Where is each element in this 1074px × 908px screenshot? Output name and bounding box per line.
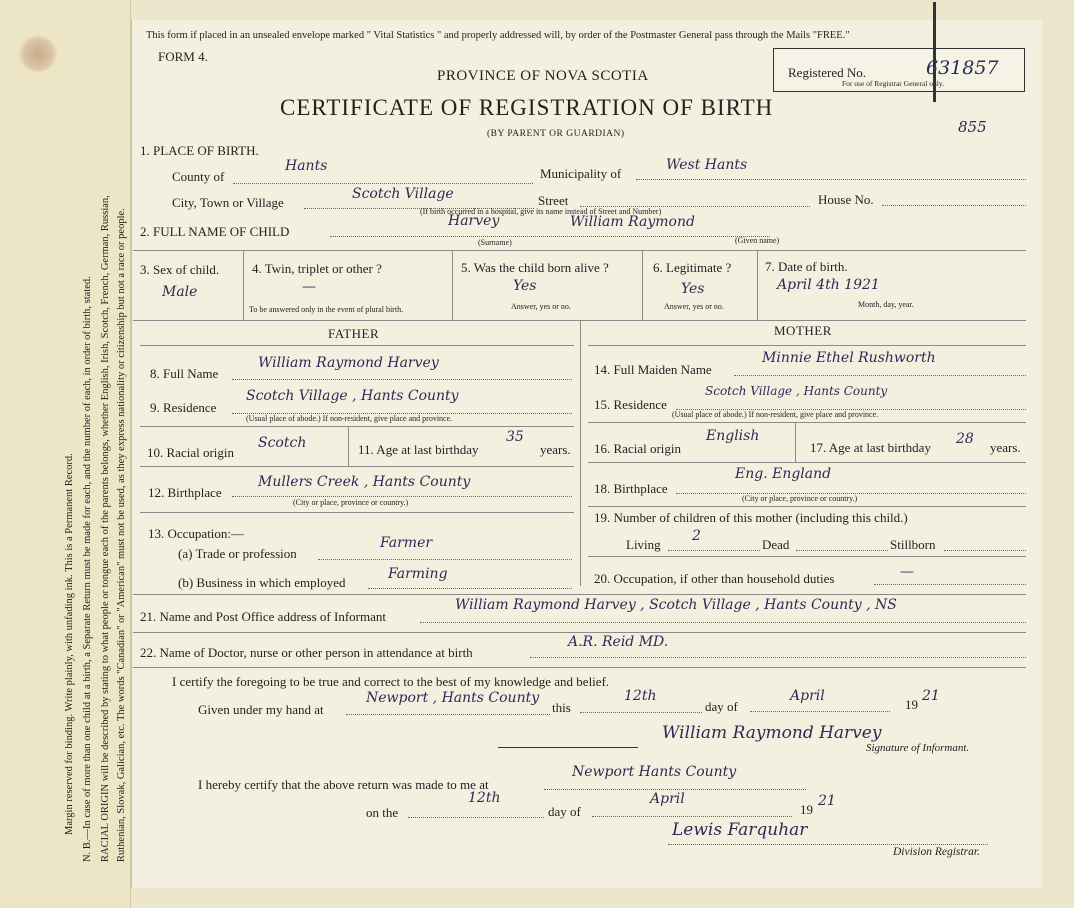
divider — [757, 250, 758, 320]
attendant-line — [530, 657, 1026, 658]
child-given-name: William Raymond — [570, 214, 695, 230]
mother-occupation-value: — — [900, 564, 914, 580]
mother-age-unit: years. — [990, 440, 1021, 455]
year-value-2: 21 — [818, 793, 836, 809]
father-race-value: Scotch — [258, 435, 307, 451]
city-value: Scotch Village — [352, 186, 454, 202]
divider — [243, 250, 244, 320]
child-surname: Harvey — [448, 213, 500, 229]
twin-label: 4. Twin, triplet or other ? — [252, 261, 382, 276]
children-count-label: 19. Number of children of this mother (including this child.) — [594, 510, 908, 525]
day-of-label: day of — [705, 699, 738, 714]
mother-rule-2 — [588, 422, 1026, 423]
attendant-value: A.R. Reid MD. — [568, 634, 669, 650]
postal-notice: This form if placed in an unsealed envelope marked " Vital Statistics " and properly addressed will, by order of the Postmaster General pass through the Mails "FREE." — [146, 30, 850, 41]
month-line — [750, 711, 890, 712]
this-line — [580, 712, 702, 713]
margin-note-4: Ruthenian, Slovak, Galician, etc. The words "Canadian" or "American" must not be used, as they express nationality or citizenship but not a race or people. — [116, 208, 127, 862]
given-name-note: (Given name) — [735, 236, 780, 245]
street-label: Street — [538, 193, 569, 208]
father-name-label: 8. Full Name — [150, 366, 219, 381]
mother-residence-label: 15. Residence — [594, 397, 667, 412]
father-birthplace-value: Mullers Creek , Hants County — [258, 474, 471, 490]
binding-margin — [0, 0, 131, 908]
day-of-label-2: day of — [548, 804, 581, 819]
father-name-line — [232, 379, 572, 380]
stillborn-label: Stillborn — [890, 537, 936, 552]
registrar-label: Division Registrar. — [893, 846, 980, 858]
father-heading: FATHER — [328, 326, 380, 341]
county-line — [233, 183, 533, 184]
registered-number: 631857 — [926, 57, 999, 79]
child-name-label: 2. FULL NAME OF CHILD — [140, 224, 290, 239]
mother-name-value: Minnie Ethel Rushworth — [762, 350, 936, 366]
mother-occupation-label: 20. Occupation, if other than household duties — [594, 571, 835, 586]
municipality-value: West Hants — [666, 157, 748, 173]
blank-line — [498, 747, 638, 748]
mother-rule-3 — [588, 462, 1026, 463]
alive-value: Yes — [513, 278, 537, 294]
alive-label: 5. Was the child born alive ? — [461, 260, 609, 275]
page-title: CERTIFICATE OF REGISTRATION OF BIRTH — [280, 95, 774, 120]
birthdate-label: 7. Date of birth. — [765, 259, 848, 274]
twin-note: To be answered only in the event of plural birth. — [249, 305, 404, 314]
father-business-line — [368, 588, 572, 589]
divider — [452, 250, 453, 320]
house-label: House No. — [818, 192, 874, 207]
registrar-signature: Lewis Farquhar — [672, 820, 808, 840]
registered-label: Registered No. — [788, 65, 866, 80]
mother-birthplace-label: 18. Birthplace — [594, 481, 668, 496]
father-rule — [140, 345, 574, 346]
father-age-label: 11. Age at last birthday — [358, 442, 479, 457]
given-label: Given under my hand at — [198, 702, 324, 717]
month-value-2: April — [650, 791, 685, 807]
father-residence-value: Scotch Village , Hants County — [246, 388, 459, 404]
father-rule-4 — [140, 512, 574, 513]
informant-signature: William Raymond Harvey — [662, 723, 882, 743]
attendant-label: 22. Name of Doctor, nurse or other person in attendance at birth — [140, 645, 473, 660]
mother-birthplace-note: (City or place, province or country.) — [742, 494, 858, 503]
informant-rule — [133, 594, 1026, 595]
year-value: 21 — [922, 688, 940, 704]
mother-residence-value: Scotch Village , Hants County — [705, 384, 888, 398]
father-rule-3 — [140, 466, 574, 467]
certify-statement: I certify the foregoing to be true and correct to the best of my knowledge and belief. — [172, 674, 610, 689]
mother-birthplace-value: Eng. England — [735, 466, 832, 482]
informant-line — [420, 622, 1026, 623]
mother-age-value: 28 — [956, 431, 974, 447]
sex-value: Male — [162, 284, 198, 300]
father-residence-note: (Usual place of abode.) If non-resident, give place and province. — [246, 414, 453, 423]
this-label: this — [552, 700, 571, 715]
father-name-value: William Raymond Harvey — [258, 355, 439, 371]
registrar-note: For use of Registrar General only. — [842, 79, 944, 88]
mother-occupation-line — [874, 584, 1026, 585]
child-name-line — [330, 236, 770, 237]
living-label: Living — [626, 537, 661, 552]
mother-heading: MOTHER — [774, 323, 832, 338]
living-line — [668, 550, 760, 551]
month-value: April — [790, 688, 825, 704]
legitimate-note: Answer, yes or no. — [664, 302, 724, 311]
dead-label: Dead — [762, 537, 790, 552]
father-business-label: (b) Business in which employed — [178, 575, 346, 590]
father-trade-value: Farmer — [380, 535, 433, 551]
father-age-unit: years. — [540, 442, 571, 457]
birthdate-value: April 4th 1921 — [777, 277, 880, 293]
father-birthplace-label: 12. Birthplace — [148, 485, 222, 500]
mother-residence-note: (Usual place of abode.) If non-resident, give place and province. — [672, 410, 879, 419]
mother-rule-5 — [588, 556, 1026, 557]
divider — [348, 426, 349, 466]
house-line — [882, 205, 1026, 206]
on-the-label: on the — [366, 805, 399, 820]
stamp-number: 855 — [958, 118, 987, 136]
birthdate-note: Month, day, year. — [858, 300, 914, 309]
twin-value: — — [302, 279, 316, 295]
margin-note-3: RACIAL ORIGIN will be described by stating to what people or tongue each of the parents belongs, whether English, Irish, Scotch, French, German, Russian, — [100, 195, 111, 862]
parents-divider — [580, 320, 581, 586]
registrar-place-line — [544, 789, 806, 790]
on-the-line — [408, 817, 544, 818]
stillborn-line — [944, 550, 1026, 551]
mother-name-label: 14. Full Maiden Name — [594, 362, 712, 377]
municipality-label: Municipality of — [540, 166, 622, 181]
hospital-note: (If birth occurred in a hospital, give its name instead of Street and Number) — [420, 207, 662, 216]
surname-note: (Surname) — [478, 238, 512, 247]
province-title: PROVINCE OF NOVA SCOTIA — [437, 68, 649, 84]
mother-age-label: 17. Age at last birthday — [810, 440, 931, 455]
stain — [18, 36, 58, 72]
form-number: FORM 4. — [158, 49, 208, 64]
margin-note-2: N. B.—In case of more than one child at a birth, a Separate Return must be made for each, and the number of each, in order of birth, stated. — [82, 276, 93, 862]
mother-race-value: English — [706, 428, 760, 444]
divider — [642, 250, 643, 320]
county-label: County of — [172, 169, 225, 184]
mother-rule-4 — [588, 506, 1026, 507]
father-birthplace-line — [232, 496, 572, 497]
registrar-statement: I hereby certify that the above return was made to me at — [198, 777, 489, 792]
year-prefix-2: 19 — [800, 802, 813, 817]
dead-line — [796, 550, 888, 551]
father-occupation-label: 13. Occupation:— — [148, 526, 245, 541]
father-trade-label: (a) Trade or profession — [178, 546, 297, 561]
mother-rule — [588, 345, 1026, 346]
sex-label: 3. Sex of child. — [140, 262, 220, 277]
father-birthplace-note: (City or place, province or country.) — [293, 498, 409, 507]
month-line-2 — [592, 816, 792, 817]
registrar-signature-line — [668, 844, 988, 845]
informant-value: William Raymond Harvey , Scotch Village , Hants County , NS — [455, 597, 897, 613]
row3-top-rule — [133, 250, 1026, 251]
year-prefix: 19 — [905, 697, 918, 712]
page-subtitle: (BY PARENT OR GUARDIAN) — [487, 129, 625, 139]
certify-rule — [133, 667, 1026, 668]
pen-stroke — [933, 2, 936, 102]
registrar-place-value: Newport Hants County — [572, 764, 737, 780]
mother-race-label: 16. Racial origin — [594, 441, 682, 456]
father-rule-2 — [140, 426, 574, 427]
legitimate-value: Yes — [681, 281, 705, 297]
this-day-value: 12th — [624, 688, 657, 704]
living-value: 2 — [692, 528, 701, 544]
given-place-value: Newport , Hants County — [366, 690, 540, 706]
legitimate-label: 6. Legitimate ? — [653, 260, 732, 275]
attendant-rule — [133, 632, 1026, 633]
father-business-value: Farming — [388, 566, 448, 582]
place-of-birth-heading: 1. PLACE OF BIRTH. — [140, 143, 259, 158]
county-value: Hants — [285, 158, 328, 174]
margin-note-1: Margin reserved for binding. Write plainly, with unfading ink. This is a Permanent Record. — [64, 453, 75, 835]
father-residence-label: 9. Residence — [150, 400, 217, 415]
father-race-label: 10. Racial origin — [147, 445, 235, 460]
informant-label: 21. Name and Post Office address of Informant — [140, 609, 386, 624]
on-the-value: 12th — [468, 790, 501, 806]
father-trade-line — [318, 559, 572, 560]
municipality-line — [636, 179, 1026, 180]
father-age-value: 35 — [506, 429, 524, 445]
mother-name-line — [734, 375, 1026, 376]
city-label: City, Town or Village — [172, 195, 284, 210]
given-line — [346, 714, 550, 715]
alive-note: Answer, yes or no. — [511, 302, 571, 311]
divider — [795, 422, 796, 462]
signature-label: Signature of Informant. — [866, 742, 970, 754]
